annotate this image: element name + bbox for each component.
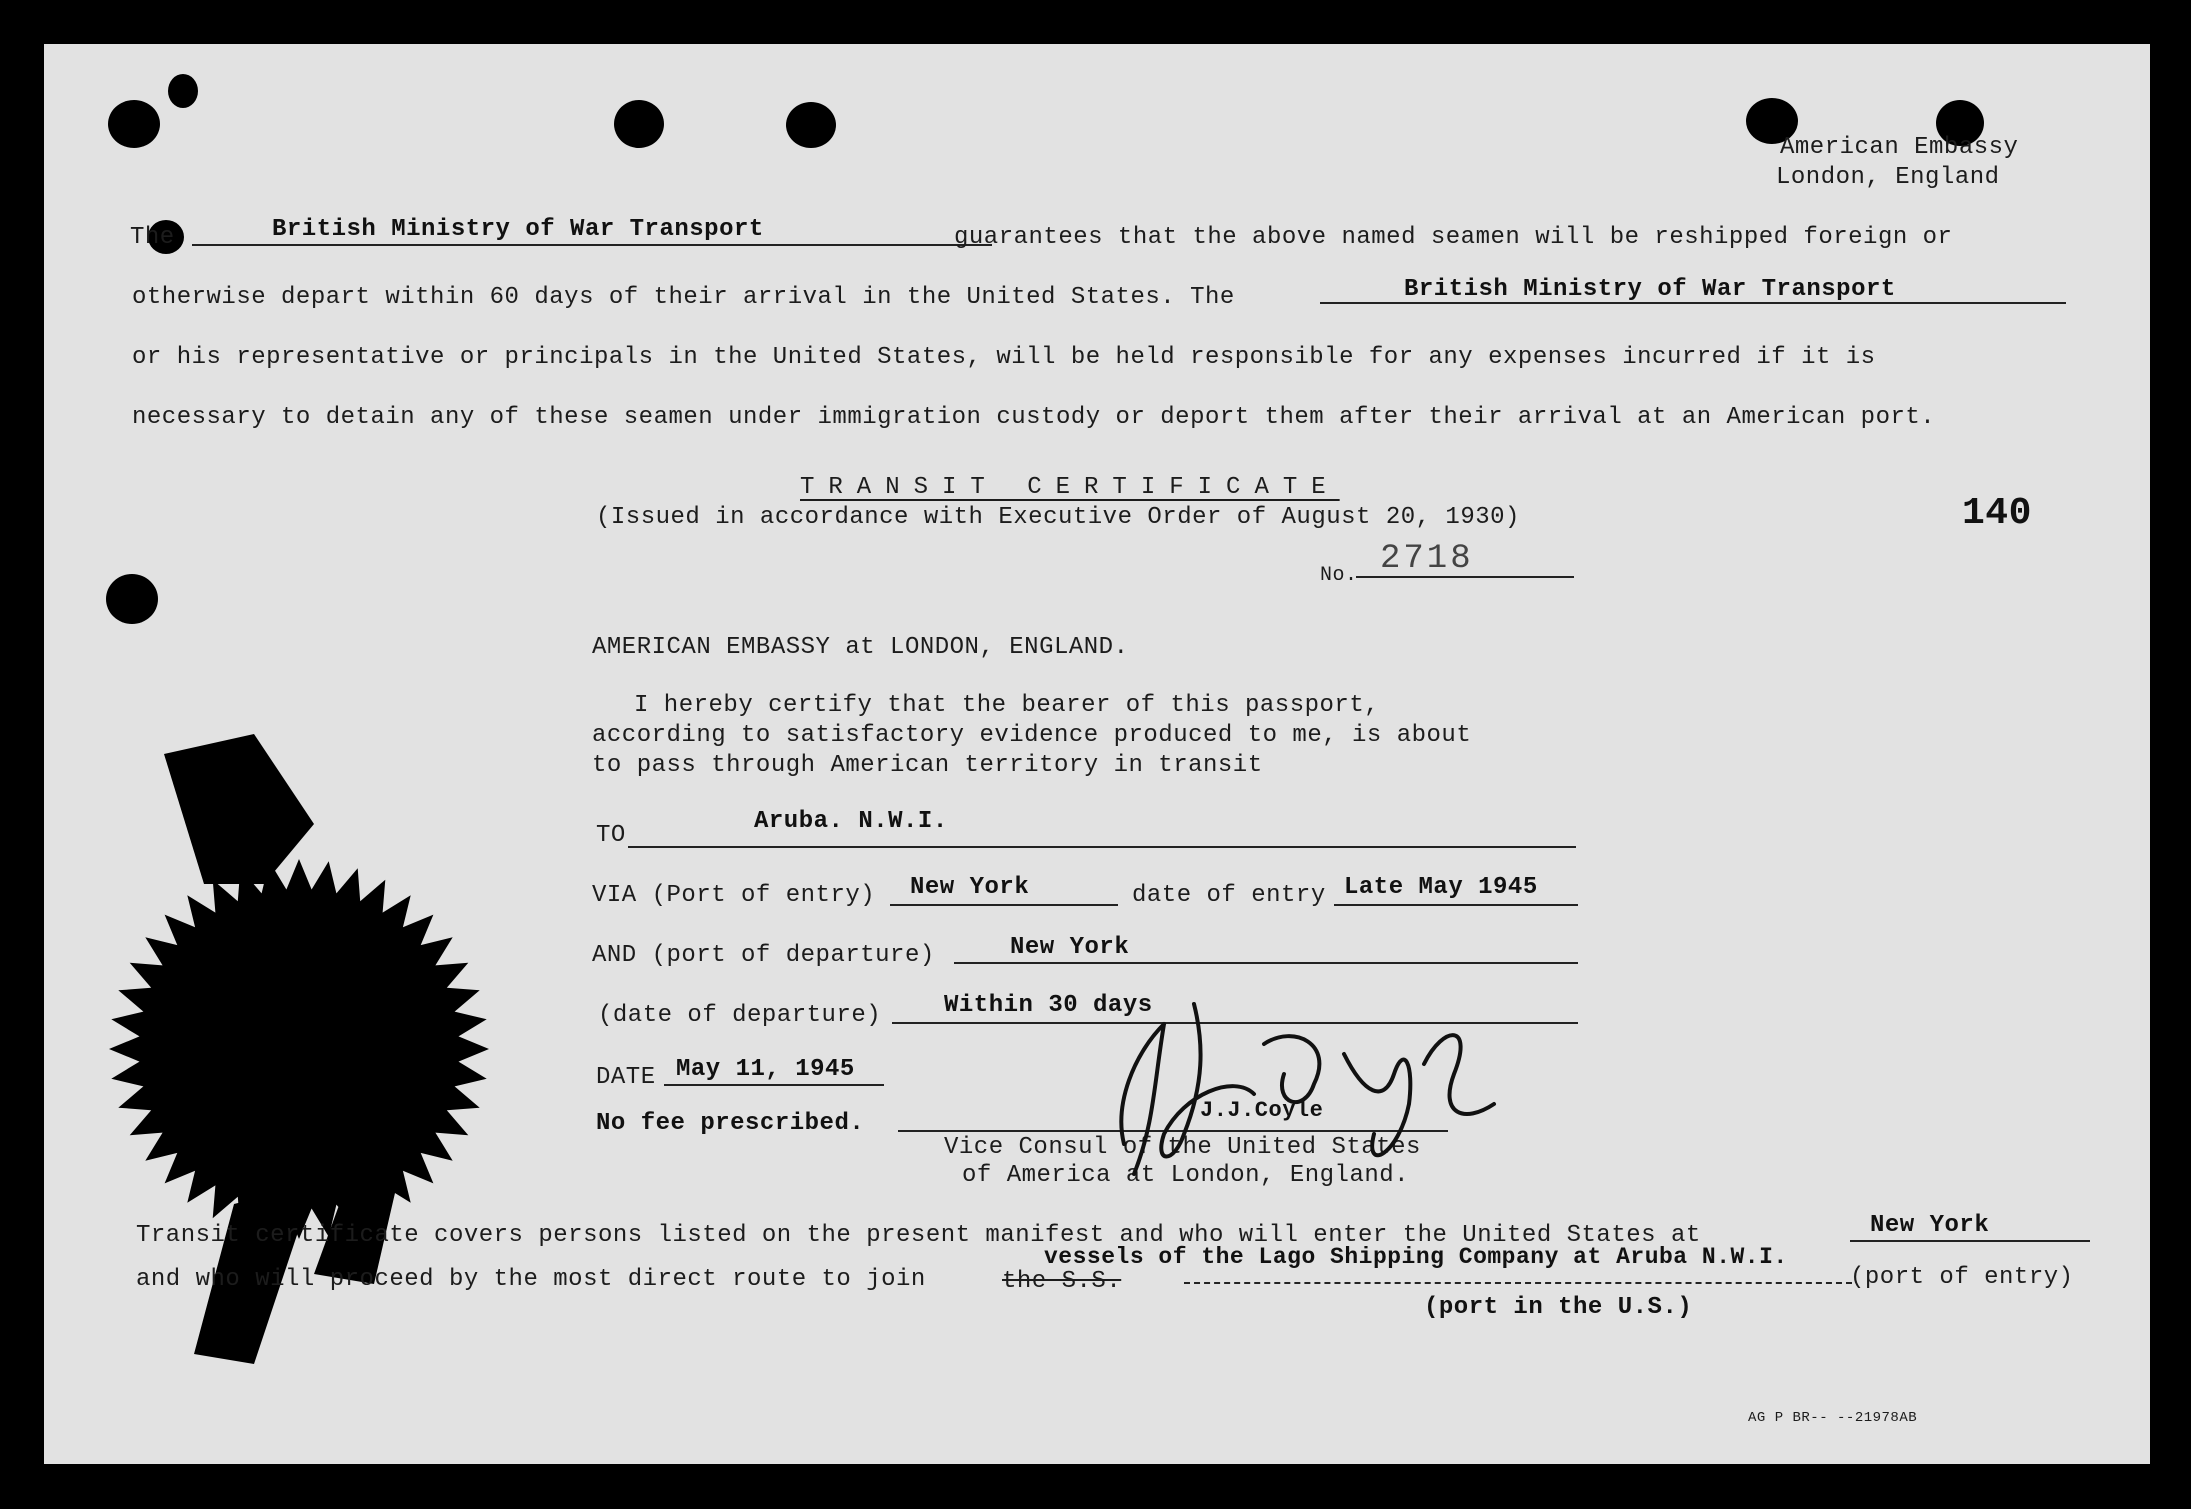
footer-line2: and who will proceed by the most direct route to join: [136, 1266, 926, 1293]
punch-hole: [106, 574, 158, 624]
via-underline: [890, 904, 1118, 906]
party1-underline: [192, 244, 992, 246]
certificate-number-value: 2718: [1380, 540, 1474, 578]
footer-port-value: New York: [1870, 1212, 1990, 1239]
certificate-issuer: AMERICAN EMBASSY at LONDON, ENGLAND.: [592, 634, 1129, 661]
guarantee-party2: British Ministry of War Transport: [1404, 276, 1896, 303]
entry-date-value: Late May 1945: [1344, 874, 1538, 901]
departure-port-underline: [954, 962, 1578, 964]
port-in-us-label: (port in the U.S.): [1424, 1294, 1693, 1321]
footer-line1: Transit certificate covers persons listed on the present manifest and who will enter the United States at: [136, 1222, 1701, 1249]
punch-hole: [786, 102, 836, 148]
certificate-text-line1: I hereby certify that the bearer of this passport,: [634, 692, 1380, 719]
date-underline: [664, 1084, 884, 1086]
to-underline: [628, 846, 1576, 848]
fee-text: No fee prescribed.: [596, 1110, 865, 1137]
punch-hole: [108, 100, 160, 148]
footer-vessel-underline: [1184, 1282, 1852, 1284]
embassy-header-line1: American Embassy: [1780, 134, 2019, 161]
departure-date-value: Within 30 days: [944, 992, 1153, 1019]
via-value: New York: [910, 874, 1030, 901]
guarantee-line2: otherwise depart within 60 days of their arrival in the United States. The: [132, 284, 1235, 311]
departure-port-label: AND (port of departure): [592, 942, 935, 969]
departure-date-label: (date of departure): [598, 1002, 882, 1029]
port-of-entry-label: (port of entry): [1850, 1264, 2074, 1291]
guarantee-line1: guarantees that the above named seamen will be reshipped foreign or: [954, 224, 1953, 251]
certificate-title: TRANSIT CERTIFICATE: [800, 474, 1340, 501]
punch-hole: [168, 74, 198, 108]
entry-date-label: date of entry: [1132, 882, 1326, 909]
party2-underline: [1320, 302, 2066, 304]
form-code: AG P BR-- --21978AB: [1748, 1410, 1918, 1426]
entry-date-underline: [1334, 904, 1578, 906]
certificate-text-line2: according to satisfactory evidence produced to me, is about: [592, 722, 1472, 749]
departure-port-value: New York: [1010, 934, 1130, 961]
guarantee-line4: necessary to detain any of these seamen under immigration custody or deport them after their arrival at an American port.: [132, 404, 1936, 431]
certificate-number-underline: [1356, 576, 1574, 578]
signer-title2: of America at London, England.: [962, 1162, 1410, 1189]
guarantee-party1: British Ministry of War Transport: [272, 216, 764, 243]
punch-hole: [614, 100, 664, 148]
footer-port-underline: [1850, 1240, 2090, 1242]
to-value: Aruba. N.W.I.: [754, 808, 948, 835]
wax-seal: [84, 684, 554, 1364]
document-sheet: [44, 44, 2150, 1464]
page-number: 140: [1962, 492, 2032, 535]
guarantee-line3: or his representative or principals in the United States, will be held responsible for any expenses incurred if it is: [132, 344, 1876, 371]
guarantee-prefix: The: [130, 224, 175, 251]
footer-struck-text: the S.S.: [1002, 1268, 1122, 1295]
handwritten-signature: [1094, 984, 1514, 1184]
embassy-header-line2: London, England: [1776, 164, 2000, 191]
certificate-text-line3: to pass through American territory in transit: [592, 752, 1263, 779]
certificate-number-label: No.: [1320, 564, 1358, 587]
seal-star-shape: [109, 859, 489, 1239]
to-label: TO: [596, 822, 626, 849]
date-value: May 11, 1945: [676, 1056, 855, 1083]
date-label: DATE: [596, 1064, 656, 1091]
certificate-subtitle: (Issued in accordance with Executive Order of August 20, 1930): [596, 504, 1520, 531]
footer-vessel-value: vessels of the Lago Shipping Company at Aruba N.W.I.: [1044, 1244, 1788, 1270]
signer-name: J.J.Coyle: [1200, 1098, 1324, 1123]
via-label: VIA (Port of entry): [592, 882, 876, 909]
signer-title1: Vice Consul of the United States: [944, 1134, 1421, 1161]
